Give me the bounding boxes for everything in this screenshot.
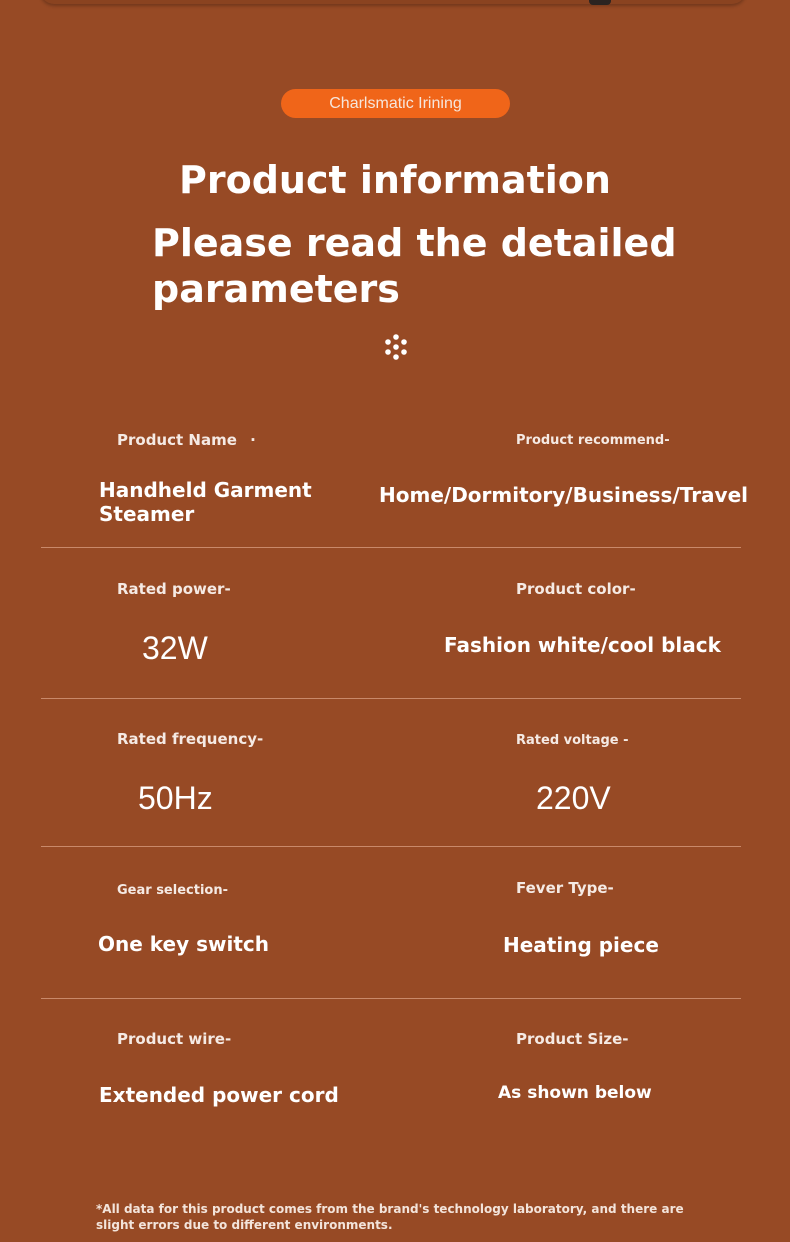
spec-value-rated-voltage: 220V: [536, 780, 611, 816]
divider: [41, 698, 741, 699]
product-image-edge: [40, 0, 746, 4]
spec-value-product-name: Handheld Garment Steamer: [99, 478, 312, 526]
spec-value-rated-power: 32W: [142, 630, 208, 666]
divider: [41, 846, 741, 847]
spec-label-rated-frequency: Rated frequency-: [117, 730, 264, 748]
spec-label-rated-voltage: Rated voltage -: [516, 733, 629, 748]
spec-label-product-name: Product Name ·: [117, 431, 256, 449]
loading-dots-icon: [381, 332, 411, 362]
spec-value-product-recommend: Home/Dormitory/Business/Travel: [379, 483, 749, 507]
spec-value-rated-frequency: 50Hz: [138, 780, 213, 816]
spec-value-product-color: Fashion white/cool black: [444, 633, 721, 657]
page-title: Product information: [179, 158, 611, 202]
divider: [41, 547, 741, 548]
disclaimer-footnote: *All data for this product comes from the brand's technology laboratory, and there are slight errors due to different environments.: [96, 1202, 684, 1232]
spec-value-gear-selection: One key switch: [98, 932, 269, 956]
spec-label-rated-power: Rated power-: [117, 580, 231, 598]
spec-label-product-color: Product color-: [516, 580, 636, 598]
spec-value-fever-type: Heating piece: [503, 933, 659, 957]
spec-label-fever-type: Fever Type-: [516, 879, 614, 897]
spec-label-gear-selection: Gear selection-: [117, 883, 228, 898]
spec-value-product-size: As shown below: [498, 1083, 652, 1103]
spec-value-product-wire: Extended power cord: [99, 1083, 339, 1107]
spec-label-product-wire: Product wire-: [117, 1030, 232, 1048]
brand-tag: Charlsmatic Irining: [281, 89, 510, 118]
label-dot: ·: [250, 431, 256, 449]
product-image-knob: [589, 0, 611, 5]
spec-label-product-recommend: Product recommend-: [516, 433, 670, 448]
page-subtitle: Please read the detailed parameters: [152, 221, 677, 311]
spec-label-product-size: Product Size-: [516, 1030, 629, 1048]
divider: [41, 998, 741, 999]
